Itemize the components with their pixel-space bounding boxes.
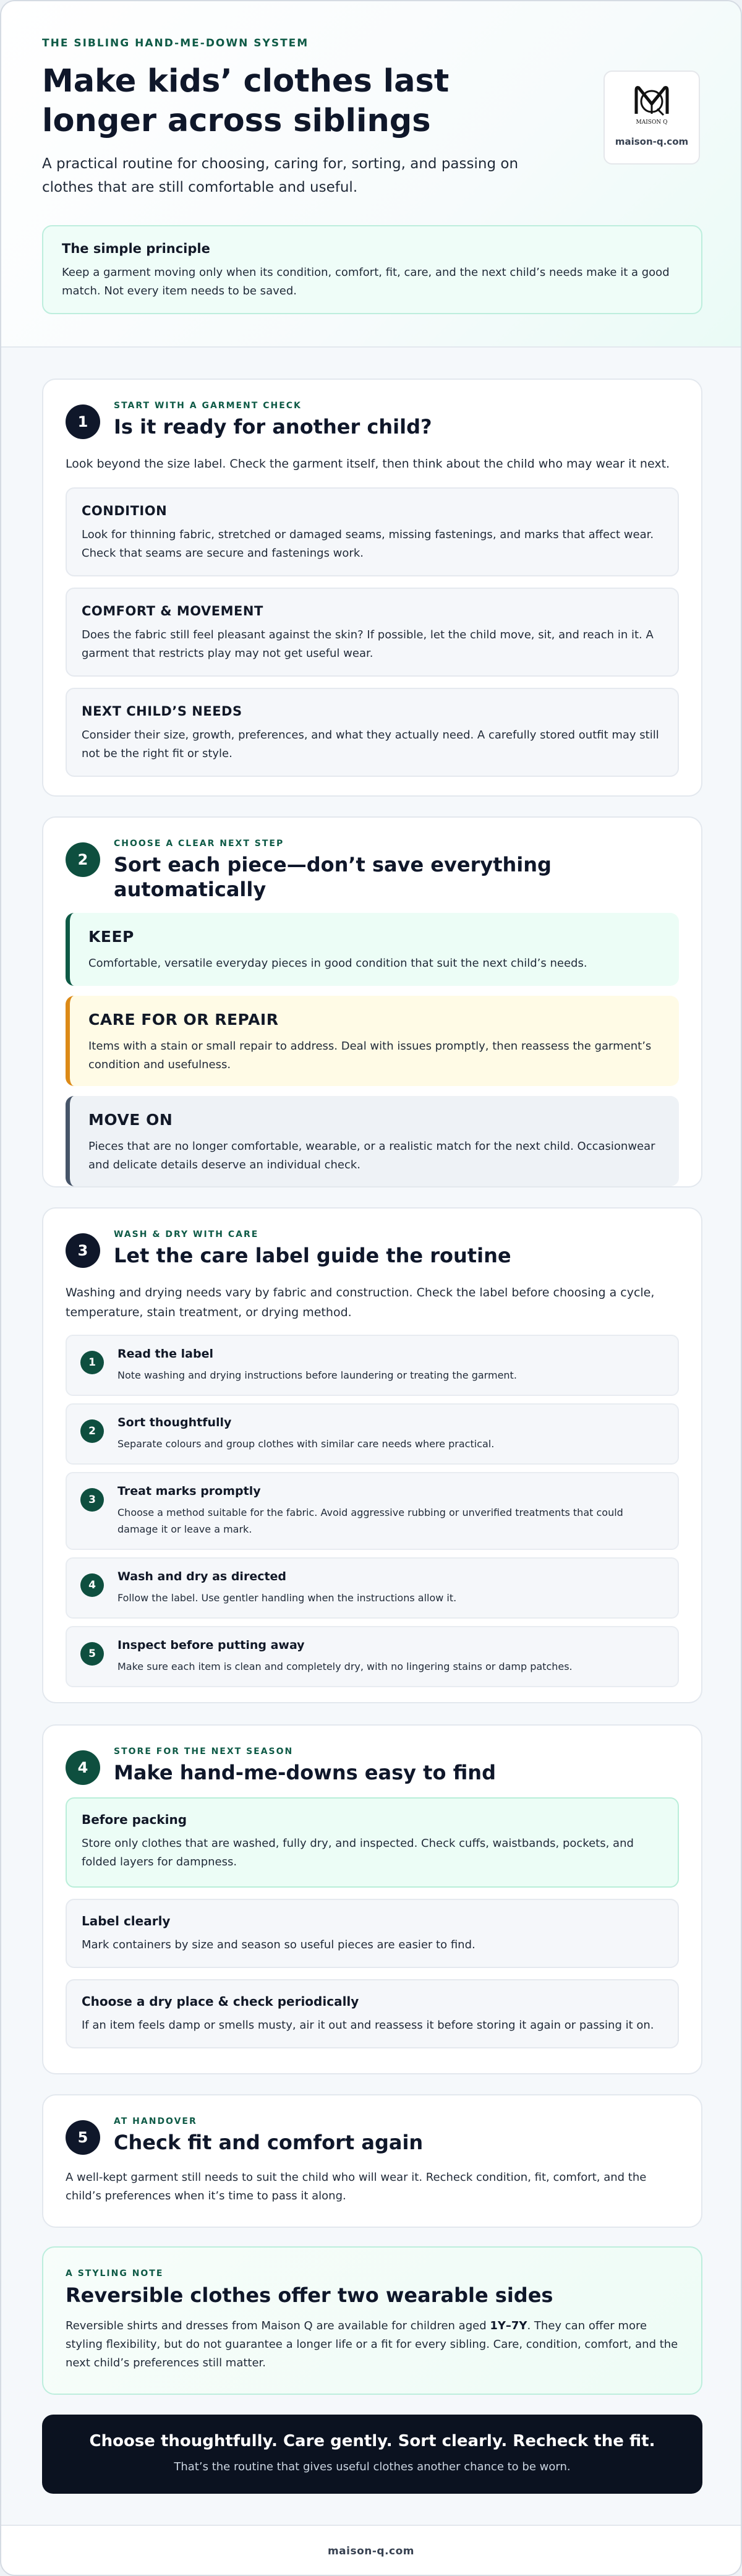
step-2-card <box>42 816 702 1187</box>
wash-step-number: 1 <box>80 1351 104 1374</box>
wash-step-title: Read the label <box>117 1347 213 1361</box>
wash-step <box>66 1472 679 1550</box>
step-3-number-badge: 3 <box>66 1233 100 1268</box>
sort-keep-text: Comfortable, versatile everyday pieces in good condition that suit the next child’s needs. <box>88 957 587 970</box>
step-5-text: A well-kept garment still needs to suit the child who will wear it. Recheck condition, fit, comfort, and the child’s preferences when it’s time to pass it along. <box>66 2171 647 2202</box>
logo-url: maison-q.com <box>615 136 689 147</box>
note-age-range: 1Y–7Y <box>490 2319 527 2332</box>
cta-title: Choose thoughtfully. Care gently. Sort clearly. Recheck the fit. <box>89 2432 655 2450</box>
check-text: Look for thinning fabric, stretched or damaged seams, missing fastenings, and marks that affect wear. Check that seams are secure and fastenings work. <box>82 528 654 560</box>
step-4-number-badge: 4 <box>66 1750 100 1785</box>
store-box-title: Choose a dry place & check periodically <box>82 1994 359 2009</box>
step-3-intro: Washing and drying needs vary by fabric and construction. Check the label before choosing a cycle, temperature, stain treatment, or drying method. <box>66 1286 655 1319</box>
wash-step-number: 2 <box>80 1419 104 1443</box>
store-box-title: Before packing <box>82 1812 187 1827</box>
hero-eyebrow: THE SIBLING HAND-ME-DOWN SYSTEM <box>42 37 309 49</box>
sort-keep <box>66 913 679 986</box>
store-box-text: Store only clothes that are washed, fully dry, and inspected. Check cuffs, waistbands, pockets, and folded layers for dampness. <box>82 1837 634 1868</box>
step-4-card <box>42 1724 702 2074</box>
wash-step-title: Sort thoughtfully <box>117 1416 232 1429</box>
store-dry-place <box>66 1979 679 2048</box>
step-3-kicker: WASH & DRY WITH CARE <box>114 1230 259 1239</box>
step-1-header <box>66 401 679 439</box>
wash-step-number: 4 <box>80 1573 104 1597</box>
footer-link[interactable]: maison-q.com <box>327 2545 415 2557</box>
sort-keep-title: KEEP <box>88 928 134 946</box>
step-4-title: Make hand-me-downs easy to find <box>114 1761 496 1784</box>
cta-banner <box>42 2415 702 2494</box>
wash-step-title: Treat marks promptly <box>117 1484 261 1498</box>
step-2-title: Sort each piece—don’t save everything automatically <box>114 853 552 901</box>
step-5-kicker: AT HANDOVER <box>114 2116 197 2126</box>
step-4-header <box>66 1747 679 1785</box>
wash-step-text: Separate colours and group clothes with similar care needs where practical. <box>117 1438 495 1450</box>
step-5-title: Check fit and comfort again <box>114 2131 424 2154</box>
check-title: CONDITION <box>82 503 168 518</box>
wash-step <box>66 1403 679 1465</box>
styling-note <box>42 2246 702 2395</box>
note-title: Reversible clothes offer two wearable sides <box>66 2283 553 2307</box>
check-condition <box>66 487 679 576</box>
wash-step-text: Follow the label. Use gentler handling when the instructions allow it. <box>117 1592 457 1604</box>
step-1-intro: Look beyond the size label. Check the garment itself, then think about the child who may wear it next. <box>66 457 670 471</box>
step-2-header <box>66 839 679 902</box>
step-3-card <box>42 1207 702 1703</box>
check-title: COMFORT & MOVEMENT <box>82 604 263 618</box>
step-3-header <box>66 1230 679 1268</box>
footer <box>1 2525 741 2576</box>
brand-logo[interactable] <box>603 71 700 165</box>
wash-step <box>66 1335 679 1396</box>
step-4-kicker: STORE FOR THE NEXT SEASON <box>114 1747 294 1757</box>
store-label-clearly <box>66 1899 679 1968</box>
sort-care-title: CARE FOR OR REPAIR <box>88 1011 279 1029</box>
sort-move-title: MOVE ON <box>88 1111 173 1129</box>
hero-subtitle: A practical routine for choosing, caring for, sorting, and passing on clothes that are still comfortable and useful. <box>42 156 519 195</box>
sort-care-text: Items with a stain or small repair to address. Deal with issues promptly, then reassess the garment’s condition and usefulness. <box>88 1040 652 1071</box>
note-kicker: A STYLING NOTE <box>66 2269 164 2279</box>
wash-step <box>66 1626 679 1687</box>
check-text: Consider their size, growth, preferences, and what they actually need. A carefully stored outfit may still not be the right fit or style. <box>82 729 659 760</box>
note-text-after: . They can offer more styling flexibility, but do not guarantee a longer life or a fit for every sibling. Care, condition, comfort, and the next child’s preferences still matter. <box>66 2319 678 2369</box>
page-title: Make kids’ clothes last longer across siblings <box>42 63 450 139</box>
note-text <box>66 2317 679 2373</box>
step-1-title: Is it ready for another child? <box>114 415 432 439</box>
store-box-text: Mark containers by size and season so useful pieces are easier to find. <box>82 1938 475 1951</box>
note-text-before: Reversible shirts and dresses from Maison Q are available for children aged <box>66 2319 490 2332</box>
sort-move-on <box>66 1096 679 1186</box>
wash-step-text: Note washing and drying instructions before laundering or treating the garment. <box>117 1369 517 1381</box>
wash-step-number: 3 <box>80 1488 104 1512</box>
step-1-card <box>42 379 702 797</box>
hero-section <box>1 1 741 348</box>
check-next-child <box>66 688 679 777</box>
cta-subtitle: That’s the routine that gives useful clothes another chance to be worn. <box>174 2460 571 2473</box>
store-box-title: Label clearly <box>82 1914 171 1928</box>
wash-step-text: Choose a method suitable for the fabric. Avoid aggressive rubbing or unverified treatments that could damage it or leave a mark. <box>117 1507 623 1535</box>
principle-title: The simple principle <box>62 241 210 256</box>
step-3-title: Let the care label guide the routine <box>114 1244 511 1267</box>
step-2-number-badge: 2 <box>66 842 100 877</box>
check-comfort <box>66 588 679 677</box>
step-5-card <box>42 2094 702 2228</box>
check-text: Does the fabric still feel pleasant against the skin? If possible, let the child move, sit, and reach in it. A garment that restricts play may not get useful wear. <box>82 628 654 660</box>
store-box-text: If an item feels damp or smells musty, air it out and reassess it before storing it again or passing it on. <box>82 2019 654 2032</box>
store-before-packing <box>66 1797 679 1888</box>
wash-step-title: Inspect before putting away <box>117 1638 305 1652</box>
check-title: NEXT CHILD’S NEEDS <box>82 704 242 719</box>
principle-text: Keep a garment moving only when its condition, comfort, fit, care, and the next child’s needs make it a good match. Not every item needs to be saved. <box>62 266 670 297</box>
wash-step-number: 5 <box>80 1642 104 1666</box>
step-2-kicker: CHOOSE A CLEAR NEXT STEP <box>114 839 284 849</box>
step-1-number-badge: 1 <box>66 404 100 439</box>
step-5-number-badge: 5 <box>66 2120 100 2155</box>
logo-wordmark: MAISON Q <box>636 119 668 126</box>
principle-box <box>42 225 702 314</box>
sort-care-repair <box>66 996 679 1086</box>
sort-move-text: Pieces that are no longer comfortable, wearable, or a realistic match for the next child. Occasionwear and delicate details deserve an individual check. <box>88 1140 655 1171</box>
wash-step <box>66 1557 679 1619</box>
wash-step-text: Make sure each item is clean and completely dry, with no lingering stains or damp patches. <box>117 1661 573 1672</box>
maison-q-logo-icon <box>630 83 673 127</box>
step-5-header <box>66 2116 679 2155</box>
step-1-kicker: START WITH A GARMENT CHECK <box>114 401 302 411</box>
wash-step-title: Wash and dry as directed <box>117 1570 287 1583</box>
